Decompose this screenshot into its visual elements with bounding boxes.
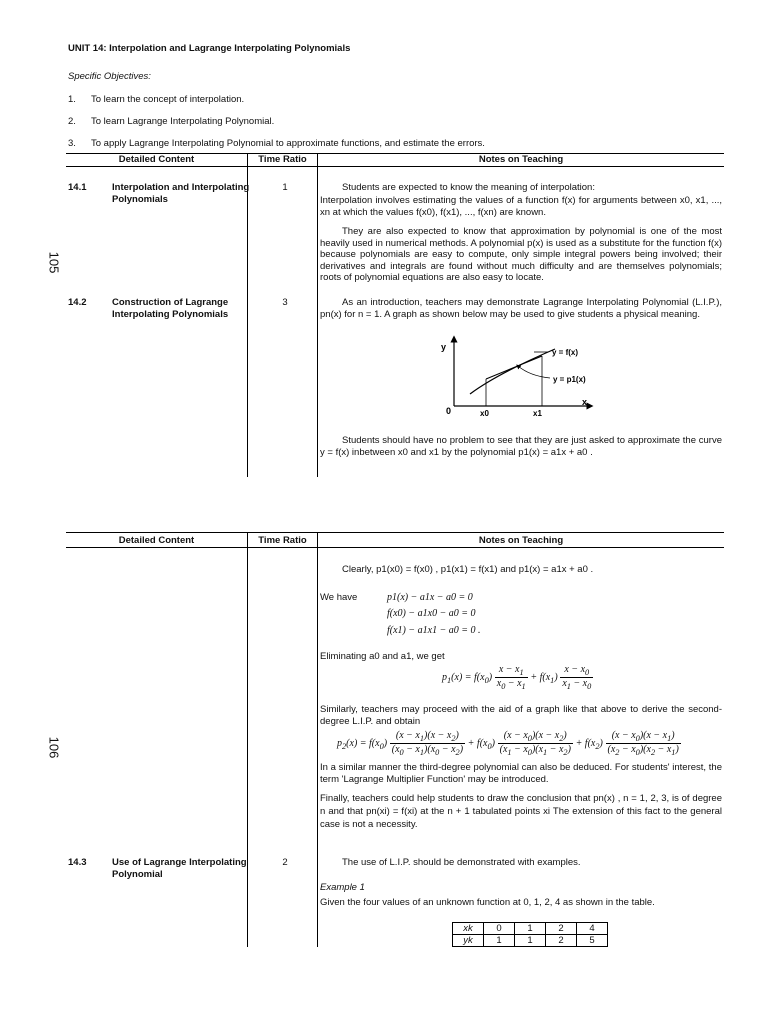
notes-paragraph: Students are expected to know the meaning of interpolation: [342, 182, 595, 193]
eliminating-text: Eliminating a0 and a1, we get [320, 651, 445, 662]
x1-label: x1 [533, 409, 542, 418]
line-pointer [518, 366, 550, 378]
objective-text: To learn Lagrange Interpolating Polynomial. [91, 116, 275, 127]
time-ratio: 2 [282, 857, 288, 868]
table-cell: 5 [577, 935, 608, 947]
objective-text: To apply Lagrange Interpolating Polynomial to approximate functions, and estimate the errors. [91, 138, 485, 149]
objective-number: 3. [68, 138, 76, 149]
notes-paragraph: They are also expected to know that approximation by polynomial is one of the most heavily used in numerical methods. A polynomial p(x) is used as a substitute for the function f(x) because polynomials are easy to compute, only simple integral powers being involved; their derivatives and integrals are found without much difficulty and are themselves polynomials; roots of polynomial equations are also easy to locate. [320, 226, 722, 283]
table-header-rule [66, 547, 724, 548]
section-title: Construction of Lagrange Interpolating Polynomials [112, 297, 229, 320]
objective-text: To learn the concept of interpolation. [91, 94, 245, 105]
column-divider [317, 532, 318, 947]
table-cell: xk [453, 923, 484, 935]
section-number: 14.3 [68, 857, 87, 868]
objective-number: 2. [68, 116, 76, 127]
notes-paragraph: Similarly, teachers may proceed with the aid of a graph like that above to derive the second-degree L.I.P. and obtain [320, 704, 722, 727]
objectives-heading: Specific Objectives: [68, 71, 151, 82]
header-time-ratio: Time Ratio [258, 154, 307, 165]
section-number: 14.1 [68, 182, 87, 193]
table-cell: 2 [546, 935, 577, 947]
equation: f(x1) − a1x1 − a0 = 0 . [387, 625, 481, 636]
page-number: 105 [46, 251, 62, 274]
page-number: 106 [46, 736, 62, 759]
quadratic-lip-formula: $p_2(x) = f(x_0)$ $\frac{(x - x_1)(x - x_2)}{(x_0 - x_1)(x_0 - x_2)}$ + $f(x_0)$ $\frac{(x - x_0)(x - x_2)}{(x_1 - x_0)(x_1 - x_2)}$ + $f(x_2)$ $\frac{(x - x_0)(x - x_1)}{(x_2 - x_0)(x_2 - x_1)}$ [337, 730, 679, 757]
objective-number: 1. [68, 94, 76, 105]
line-label: y = p1(x) [553, 375, 586, 384]
line-p1 [486, 356, 542, 379]
x-axis-label: x [582, 397, 588, 407]
column-divider [247, 532, 248, 947]
x0-label: x0 [480, 409, 489, 418]
unit-title: UNIT 14: Interpolation and Lagrange Interpolating Polynomials [68, 43, 351, 54]
equation: p1(x) − a1x − a0 = 0 [387, 592, 473, 603]
table-cell: 0 [484, 923, 515, 935]
origin-label: 0 [446, 406, 452, 416]
objective-item [68, 94, 76, 105]
notes-paragraph: The use of L.I.P. should be demonstrated with examples. [342, 857, 581, 868]
time-ratio: 3 [282, 297, 288, 308]
table-row [453, 923, 608, 935]
we-have-label: We have [320, 592, 358, 603]
objective-item [68, 138, 76, 149]
table-cell: 1 [515, 935, 546, 947]
equation: f(x0) − a1x0 − a0 = 0 [387, 608, 476, 619]
table-top-rule [66, 532, 724, 533]
notes-paragraph: As an introduction, teachers may demonstrate Lagrange Interpolating Polynomial (L.I.P.), pn(x) for n = 1. A graph as shown below may be used to give students a physical meaning. [320, 297, 722, 320]
table-header-rule [66, 166, 724, 167]
header-notes: Notes on Teaching [478, 154, 564, 165]
table-row [453, 935, 608, 947]
header-notes: Notes on Teaching [478, 535, 564, 546]
example-table [452, 922, 608, 947]
header-detailed-content: Detailed Content [118, 154, 195, 165]
curve-label: y = f(x) [552, 348, 579, 357]
linear-lip-formula: $p_1(x) = f(x_0)$ $\frac{x - x_1}{x_0 - x_1}$ + $f(x_1)$ $\frac{x - x_0}{x_1 - x_0}$ [442, 664, 592, 691]
notes-paragraph: Given the four values of an unknown function at 0, 1, 2, 4 as shown in the table. [320, 897, 655, 908]
section-title: Use of Lagrange Interpolating Polynomial [112, 857, 247, 880]
notes-paragraph: Interpolation involves estimating the values of a function f(x) for arguments between x0, x1, ..., xn at which the values f(x0), f(x1), ..., f(xn) are known. [320, 195, 722, 218]
time-ratio: 1 [282, 182, 288, 193]
table-cell: 1 [484, 935, 515, 947]
table-cell: yk [453, 935, 484, 947]
interpolation-graph [430, 334, 600, 424]
example-label: Example 1 [320, 882, 365, 893]
notes-paragraph: Finally, teachers could help students to draw the conclusion that pn(x) , n = 1, 2, 3, is of degree n and that pn(xi) = f(xi) at the n + 1 tabulated points xi The extension of this fact to the general case is not a necessity. [320, 793, 722, 830]
header-detailed-content: Detailed Content [118, 535, 195, 546]
table-cell: 4 [577, 923, 608, 935]
y-axis-label: y [441, 342, 447, 352]
section-number: 14.2 [68, 297, 87, 308]
table-cell: 1 [515, 923, 546, 935]
section-title: Interpolation and Interpolating Polynomials [112, 182, 250, 205]
notes-paragraph: In a similar manner the third-degree polynomial can also be deduced. For students' interest, the term 'Lagrange Multiplier Function' may be introduced. [320, 762, 722, 785]
table-cell: 2 [546, 923, 577, 935]
header-time-ratio: Time Ratio [258, 535, 307, 546]
objective-item [68, 116, 76, 127]
clearly-equations: Clearly, p1(x0) = f(x0) , p1(x1) = f(x1) and p1(x) = a1x + a0 . [342, 564, 594, 575]
notes-paragraph: Students should have no problem to see that they are just asked to approximate the curve y = f(x) inbetween x0 and x1 by the polynomial p1(x) = a1x + a0 . [320, 435, 722, 458]
column-divider [317, 153, 318, 477]
